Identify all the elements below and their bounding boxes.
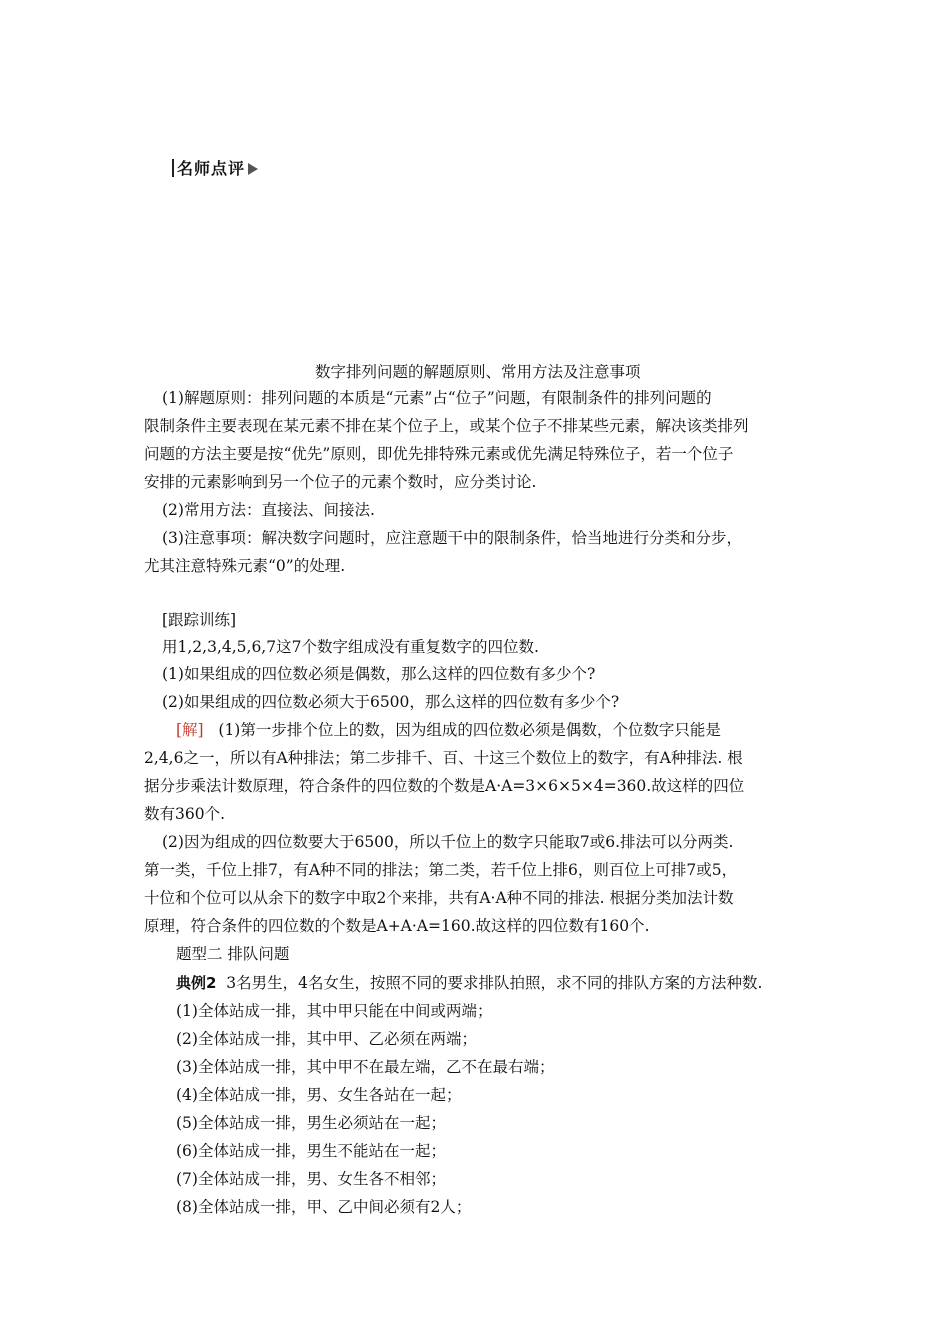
example-item: (3)全体站成一排，其中甲不在最左端，乙不在最右端； [176, 1058, 555, 1076]
point-line: (3)注意事项：解决数字问题时，应注意题干中的限制条件，恰当地进行分类和分步， [162, 529, 742, 547]
solution-line: (2)因为组成的四位数要大于6500，所以千位上的数字只能取7或6.排法可以分两类. [162, 833, 734, 851]
commentary-header [172, 156, 258, 179]
solution-tag: [解] [176, 721, 204, 739]
solution-line: 十位和个位可以从余下的数字中取2个来排，共有A·A种不同的排法. 根据分类加法计数 [144, 889, 734, 907]
header-bar [172, 159, 174, 177]
example-item: (7)全体站成一排，男、女生各不相邻； [176, 1170, 446, 1188]
example-badge: 典例2 [176, 974, 217, 992]
example-item: (4)全体站成一排，男、女生各站在一起； [176, 1086, 462, 1104]
point-line: 问题的方法主要是按“优先”原则，即优先排特殊元素或优先满足特殊位子，若一个位子 [144, 445, 734, 463]
example-item: (5)全体站成一排，男生必须站在一起； [176, 1114, 446, 1132]
example-item: (8)全体站成一排，甲、乙中间必须有2人； [176, 1198, 472, 1216]
solution-line: 第一类，千位上排7，有A种不同的排法；第二类，若千位上排6，则百位上可排7或5， [144, 861, 738, 879]
section-title: 数字排列问题的解题原则、常用方法及注意事项 [315, 363, 641, 381]
point-line: 安排的元素影响到另一个位子的元素个数时，应分类讨论. [144, 473, 537, 491]
example-item: (1)全体站成一排，其中甲只能在中间或两端； [176, 1002, 493, 1020]
header-label: 名师点评 [177, 159, 246, 178]
solution-first-line [176, 716, 721, 744]
solution-text: (1)第一步排个位上的数，因为组成的四位数必须是偶数，个位数字只能是 [218, 721, 721, 739]
training-line: (1)如果组成的四位数必须是偶数，那么这样的四位数有多少个? [162, 665, 596, 683]
example-item: (2)全体站成一排，其中甲、乙必须在两端； [176, 1030, 477, 1048]
topic-heading: 题型二 排队问题 [176, 945, 290, 963]
example-intro [176, 969, 762, 997]
solution-line: 原理，符合条件的四位数的个数是A+A·A=160.故这样的四位数有160个. [144, 917, 650, 935]
training-line: 用1,2,3,4,5,6,7这7个数字组成没有重复数字的四位数. [162, 638, 539, 656]
solution-line: 据分步乘法计数原理，符合条件的四位数的个数是A·A=3×6×5×4=360.故这样的四位 [144, 777, 745, 795]
point-line: (2)常用方法：直接法、间接法. [162, 501, 375, 519]
example-item: (6)全体站成一排，男生不能站在一起； [176, 1142, 446, 1160]
point-line: 限制条件主要表现在某元素不排在某个位子上，或某个位子不排某些元素，解决该类排列 [144, 417, 749, 435]
solution-line: 数有360个. [144, 805, 226, 823]
example-text: 3名男生，4名女生，按照不同的要求排队拍照，求不同的排队方案的方法种数. [226, 974, 763, 992]
solution-line: 2,4,6之一，所以有A种排法；第二步排千、百、十这三个数位上的数字，有A种排法. 根 [144, 749, 743, 767]
point-line: (1)解题原则：排列问题的本质是“元素”占“位子”问题，有限制条件的排列问题的 [162, 389, 712, 407]
point-line: 尤其注意特殊元素“0”的处理. [144, 557, 346, 575]
training-line: (2)如果组成的四位数必须大于6500，那么这样的四位数有多少个? [162, 693, 620, 711]
training-label: [跟踪训练] [162, 611, 237, 629]
play-triangle-icon [248, 163, 258, 175]
